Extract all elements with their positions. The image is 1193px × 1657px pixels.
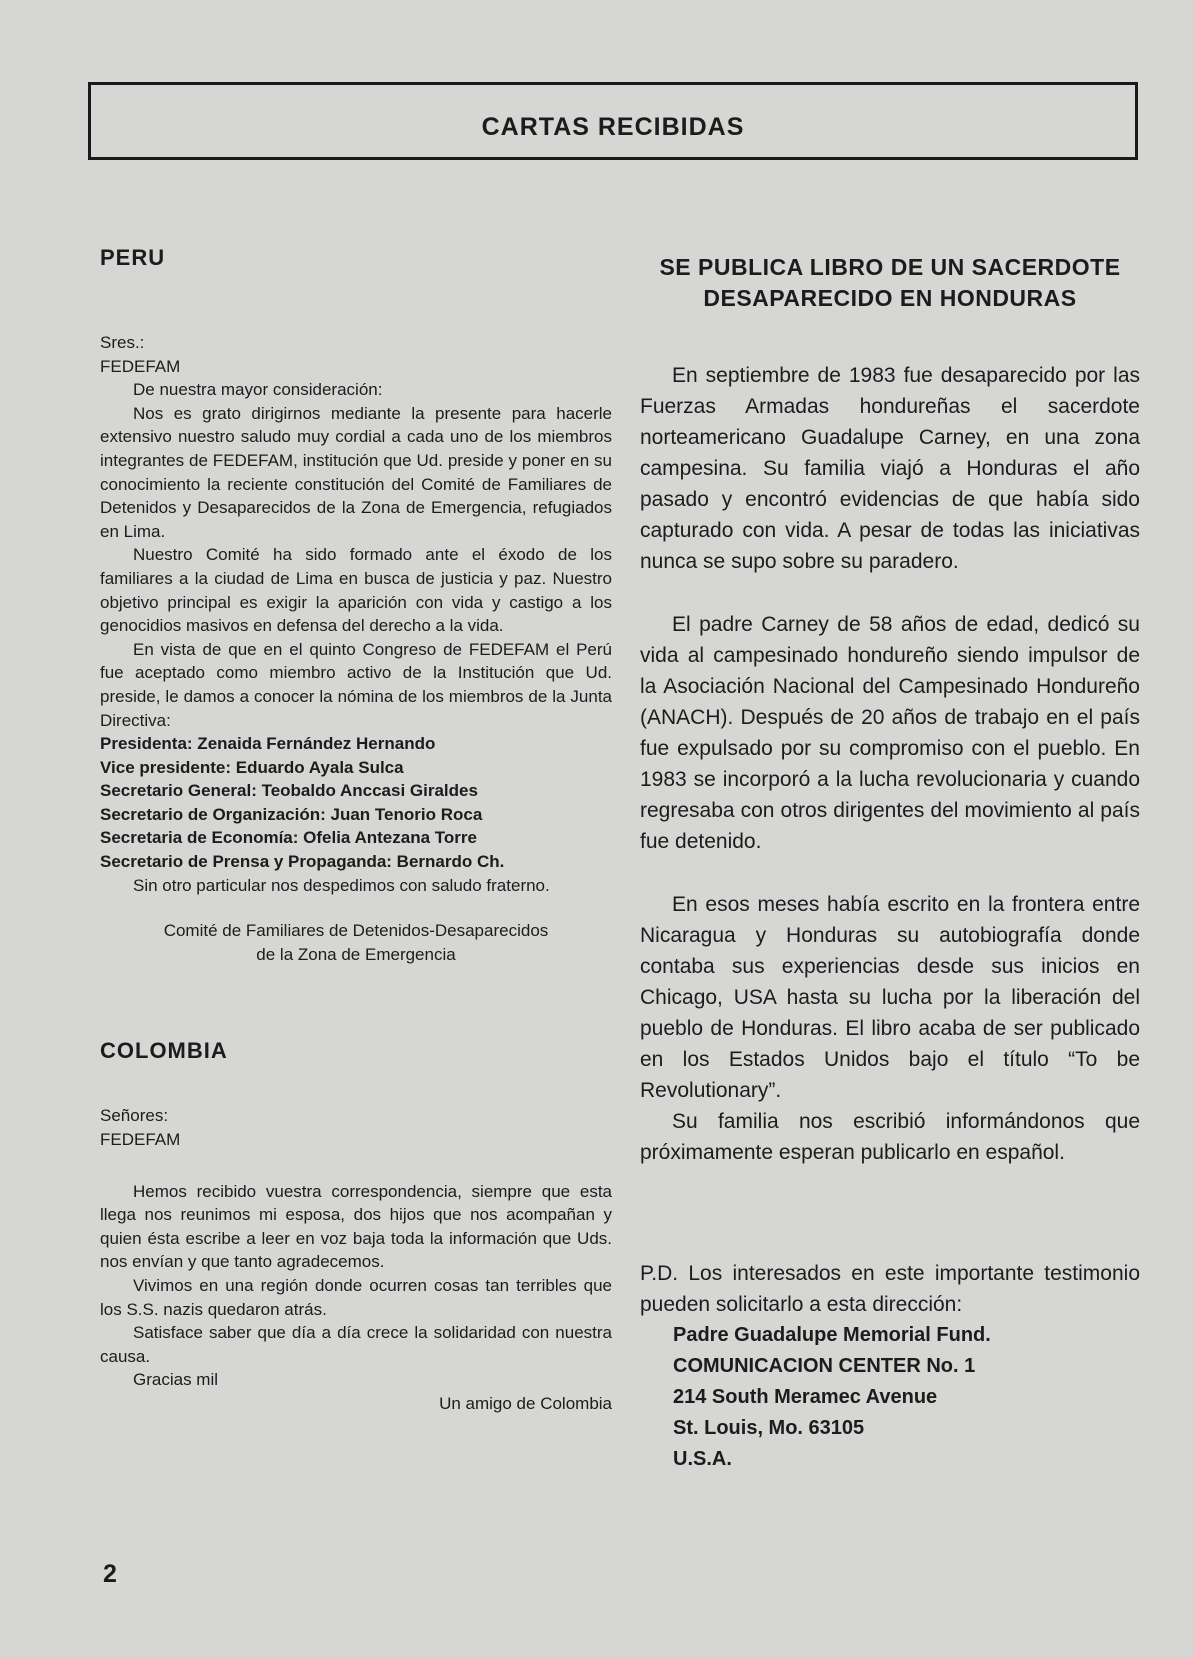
board-member: Vice presidente: Eduardo Ayala Sulca — [100, 757, 404, 777]
address-line: COMUNICACION CENTER No. 1 — [673, 1355, 976, 1377]
article-title: DESAPARECIDO EN HONDURAS — [703, 285, 1077, 311]
article-paragraph: El padre Carney de 58 años de edad, dedicó su vida al campesinado hondureño siendo impulsor de la Asociación Nacional del Campesinado Hondureño (ANACH). Después de 20 años de trabajo en el país fue expulsado por su compromiso con el pueblo. En 1983 se incorporó a la lucha revolucionaria y cuando regresaba con otros dirigentes del movimiento al país fue detenido. — [640, 613, 1140, 853]
page-number: 2 — [103, 1560, 117, 1588]
address-line: Padre Guadalupe Memorial Fund. — [673, 1324, 991, 1346]
header-box — [88, 82, 1138, 160]
board-member: Secretaria de Economía: Ofelia Antezana Torre — [100, 828, 477, 848]
colombia-salutation: Señores: — [100, 1106, 169, 1126]
peru-closing: Sin otro particular nos despedimos con saludo fraterno. — [133, 875, 550, 895]
peru-recipient: FEDEFAM — [100, 356, 181, 376]
peru-heading: PERU — [100, 245, 166, 270]
peru-paragraph: Nos es grato dirigirnos mediante la presente para hacerle extensivo nuestro saludo muy cordial a cada uno de los miembros integrantes de FEDEFAM, institución que Ud. preside y poner en su conocimiento la reciente constitución del Comité de Familiares de Detenidos y Desaparecidos de la Zona de Emergencia, refugiados en Lima. — [100, 403, 612, 541]
article-paragraph: En septiembre de 1983 fue desaparecido por las Fuerzas Armadas hondureñas el sacerdote norteamericano Guadalupe Carney, en una zona campesina. Su familia viajó a Honduras el año pasado y encontró evidencias de que había sido capturado con vida. A pesar de todas las iniciativas nunca se supo sobre su paradero. — [640, 364, 1140, 573]
article-title: SE PUBLICA LIBRO DE UN SACERDOTE — [659, 254, 1121, 280]
colombia-signature: Un amigo de Colombia — [439, 1393, 612, 1413]
address-line: U.S.A. — [673, 1448, 732, 1470]
page-title: CARTAS RECIBIDAS — [481, 113, 745, 141]
colombia-paragraph: Satisface saber que día a día crece la solidaridad con nuestra causa. — [100, 1323, 612, 1366]
board-member: Secretario de Prensa y Propaganda: Bernardo Ch. — [100, 852, 505, 872]
colombia-heading: COLOMBIA — [100, 1038, 228, 1064]
peru-paragraph: En vista de que en el quinto Congreso de FEDEFAM el Perú fue aceptado como miembro activo de la Institución que Ud. preside, le damos a conocer la nómina de los miembros de la Junta Directiva: — [100, 639, 612, 730]
colombia-paragraph: Hemos recibido vuestra correspondencia, siempre que esta llega nos reunimos mi esposa, dos hijos que nos acompañan y quien ésta escribe a leer en voz baja toda la información que Uds. nos envían y que tanto agradecemos. — [100, 1181, 612, 1272]
board-member: Secretario de Organización: Juan Tenorio Roca — [100, 804, 483, 824]
peru-greeting: De nuestra mayor consideración: — [133, 380, 383, 400]
colombia-recipient: FEDEFAM — [100, 1130, 181, 1150]
peru-signature: Comité de Familiares de Detenidos-Desaparecidos — [163, 921, 549, 941]
article-paragraph: En esos meses había escrito en la frontera entre Nicaragua y Honduras su autobiografía donde contaba sus experiencias desde sus inicios en Chicago, USA hasta su lucha por la liberación del pueblo de Honduras. El libro acaba de ser publicado en los Estados Unidos bajo el título “To be Revolutionary”. — [640, 893, 1140, 1102]
board-member: Presidenta: Zenaida Fernández Hernando — [100, 734, 436, 754]
peru-signature: de la Zona de Emergencia — [256, 944, 456, 964]
postscript: P.D. Los interesados en este importante testimonio pueden solicitarlo a esta dirección: — [640, 1262, 1140, 1316]
article-paragraph: Su familia nos escribió informándonos que próximamente esperan publicarlo en español. — [640, 1110, 1140, 1164]
right-column — [640, 252, 1140, 1475]
colombia-paragraph: Gracias mil — [133, 1370, 219, 1390]
left-column — [100, 245, 612, 1416]
board-member: Secretario General: Teobaldo Anccasi Giraldes — [100, 781, 478, 801]
peru-salutation: Sres.: — [100, 333, 145, 352]
address-line: St. Louis, Mo. 63105 — [673, 1417, 865, 1439]
peru-paragraph: Nuestro Comité ha sido formado ante el éxodo de los familiares a la ciudad de Lima en busca de justicia y paz. Nuestro objetivo principal es exigir la aparición con vida y castigo a los genocidios masivos en defensa del derecho a la vida. — [100, 545, 612, 636]
colombia-paragraph: Vivimos en una región donde ocurren cosas tan terribles que los S.S. nazis quedaron atrás. — [100, 1276, 612, 1319]
address-line: 214 South Meramec Avenue — [673, 1386, 938, 1408]
